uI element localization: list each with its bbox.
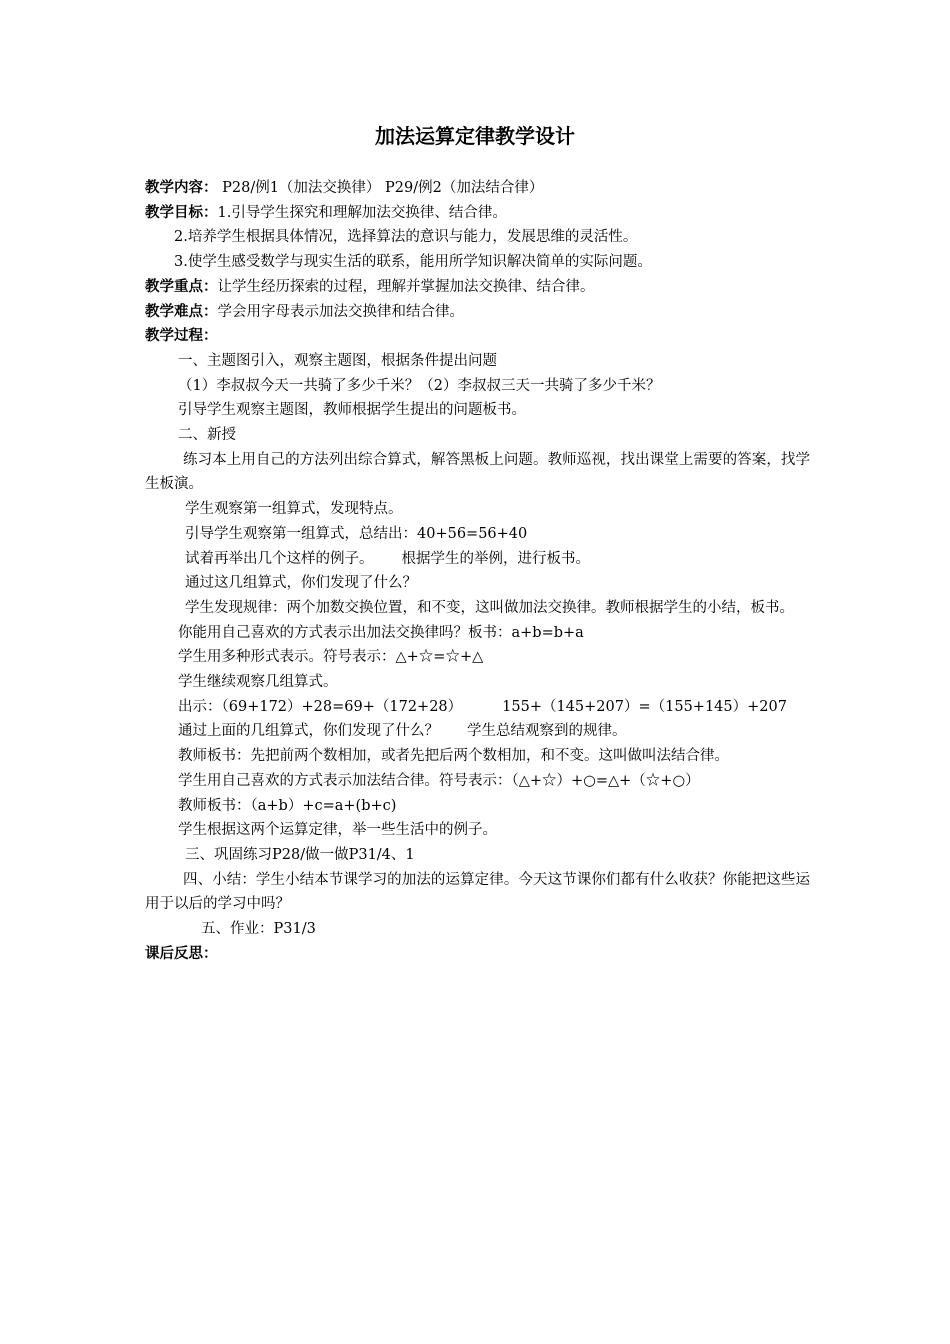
paragraph-life-examples: 学生根据这两个运算定律，举一些生活中的例子。 — [178, 822, 497, 839]
difficulty-label: 教学难点： — [145, 303, 218, 320]
teaching-content — [145, 176, 810, 201]
section-5-homework: 五、作业：P31/3 — [201, 921, 316, 938]
paragraph-associative-symbols: 学生用自己喜欢的方式表示加法结合律。符号表示：（△+☆）+○=△+（☆+○） — [178, 772, 700, 789]
paragraph-commutative-board: 你能用自己喜欢的方式表示出加法交换律吗？板书：a+b=b+a — [178, 624, 584, 641]
key-point-label: 教学重点： — [145, 278, 218, 295]
discover-text-b: 学生总结观察到的规律。 — [467, 723, 627, 740]
paragraph-associative-board: 教师板书：先把前两个数相加，或者先把后两个数相加，和不变。这叫做叫法结合律。 — [178, 748, 729, 765]
teaching-goal-3: 3.使学生感受数学与现实生活的联系，能用所学知识解决简单的实际问题。 — [174, 254, 652, 271]
examples-text-b: 根据学生的举例，进行板书。 — [401, 550, 590, 567]
teaching-goals-label: 教学目标： — [145, 204, 218, 221]
paragraph-examples — [145, 547, 810, 572]
document-title: 加法运算定律教学设计 — [375, 124, 575, 148]
document-body — [145, 176, 810, 967]
reflection — [145, 942, 810, 967]
paragraph-associative-formula: 教师板书：（a+b）+c=a+(b+c) — [178, 797, 397, 814]
show-expression-b: 155+（145+207）=（155+145）+207 — [502, 698, 787, 715]
section-1-questions: （1）李叔叔今天一共骑了多少千米？（2）李叔叔三天一共骑了多少千米？ — [178, 377, 661, 394]
examples-text-a: 试着再举出几个这样的例子。 — [185, 550, 374, 567]
key-point-text: 让学生经历探索的过程，理解并掌握加法交换律、结合律。 — [217, 278, 595, 295]
paragraph-rule: 学生发现规律：两个加数交换位置，和不变，这叫做加法交换律。教师根据学生的小结，板书。 — [185, 599, 794, 616]
teaching-content-text: P28/例1（加法交换律） P29/例2（加法结合律） — [217, 180, 544, 196]
teaching-content-label: 教学内容： — [145, 180, 218, 196]
paragraph-conclude: 引导学生观察第一组算式，总结出：40+56=56+40 — [185, 525, 528, 542]
process-label: 教学过程： — [145, 328, 218, 345]
discover-text-a: 通过上面的几组算式，你们发现了什么？ — [178, 723, 439, 740]
teaching-goal-1: 1.引导学生探究和理解加法交换律、结合律。 — [217, 204, 507, 221]
section-1-heading: 一、主题图引入，观察主题图，根据条件提出问题 — [178, 352, 497, 369]
teaching-goal-2: 2.培养学生根据具体情况，选择算法的意识与能力，发展思维的灵活性。 — [174, 229, 638, 246]
paragraph-symbols: 学生用多种形式表示。符号表示：△+☆=☆+△ — [178, 649, 484, 666]
section-4-summary: 四、小结：学生小结本节课学习的加法的运算定律。今天这节课你们都有什么收获？你能把这些运用于以后的学习中吗？ — [145, 871, 810, 913]
paragraph-discover — [145, 719, 810, 744]
difficulty — [145, 300, 810, 325]
key-point — [145, 275, 810, 300]
show-expression-a: 出示：（69+172）+28=69+（172+28） — [178, 698, 463, 715]
paragraph-observe: 学生观察第一组算式，发现特点。 — [185, 501, 403, 518]
section-3-heading: 三、巩固练习P28/做一做P31/4、1 — [185, 846, 415, 863]
process-heading — [145, 324, 810, 349]
paragraph-practice: 练习本上用自己的方法列出综合算式，解答黑板上问题。教师巡视，找出课堂上需要的答案，找学生板演。 — [145, 451, 810, 493]
teaching-goals — [145, 201, 810, 226]
section-1-guide: 引导学生观察主题图，教师根据学生提出的问题板书。 — [178, 402, 526, 419]
section-2-heading: 二、新授 — [178, 427, 236, 444]
reflection-label: 课后反思： — [145, 945, 218, 962]
paragraph-question: 通过这几组算式，你们发现了什么？ — [185, 575, 417, 592]
paragraph-show — [145, 695, 810, 720]
difficulty-text: 学会用字母表示加法交换律和结合律。 — [217, 303, 464, 320]
paragraph-continue: 学生继续观察几组算式。 — [178, 674, 338, 691]
